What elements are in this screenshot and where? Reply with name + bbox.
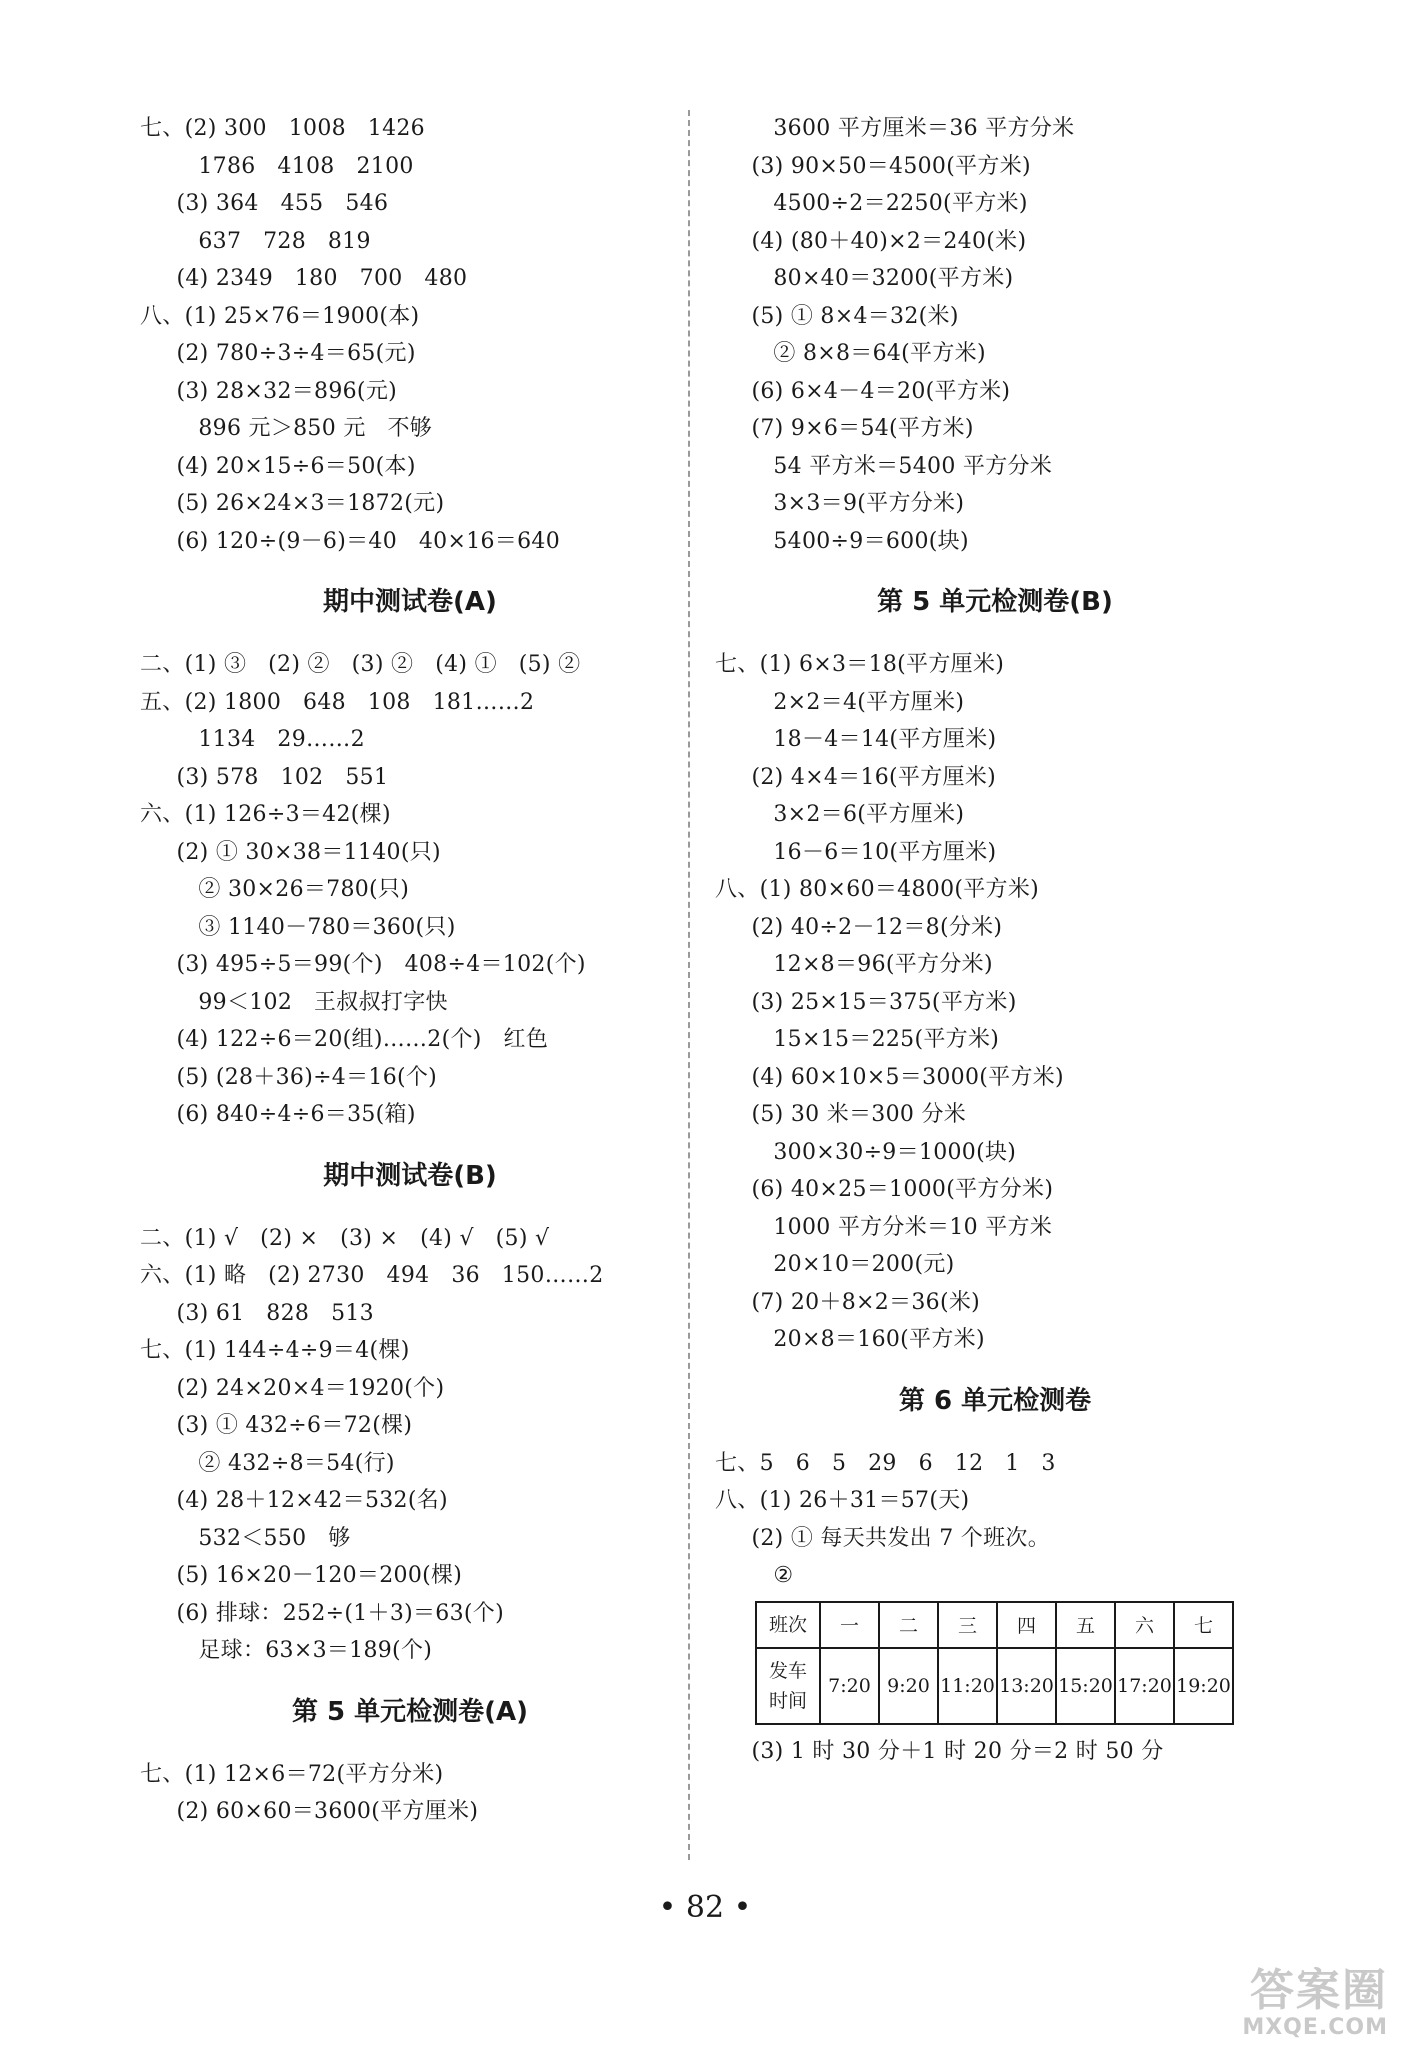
answers-unit6-end bbox=[715, 1733, 1275, 1771]
answer-line: 20×8＝160(平方米) bbox=[715, 1327, 985, 1352]
answer-line: 2×2＝4(平方厘米) bbox=[715, 689, 965, 715]
answer-line: (4) 20×15÷6＝50(本) bbox=[140, 453, 416, 479]
answer-line: (3) 578 102 551 bbox=[140, 764, 389, 790]
answer-line: ② bbox=[715, 1563, 794, 1588]
answer-line: 18－4＝14(平方厘米) bbox=[715, 727, 997, 752]
answer-line: 七、5 6 5 29 6 12 1 3 bbox=[715, 1450, 1056, 1476]
watermark-logo bbox=[1242, 1967, 1388, 2040]
answer-line: 二、(1) √ (2) × (3) × (4) √ (5) √ bbox=[140, 1225, 550, 1251]
timetable-time: 7:20 bbox=[820, 1648, 879, 1724]
timetable-trip: 七 bbox=[1174, 1602, 1233, 1648]
answer-line: 896 元＞850 元 不够 bbox=[140, 416, 433, 441]
answer-line: (2) ① 每天共发出 7 个班次。 bbox=[715, 1525, 1050, 1551]
timetable-trip: 六 bbox=[1115, 1602, 1174, 1648]
answer-line: (3) 25×15＝375(平方米) bbox=[715, 989, 1017, 1015]
timetable-header-times bbox=[756, 1648, 820, 1724]
answer-line: ③ 1140－780＝360(只) bbox=[140, 914, 456, 940]
answer-line: (5) (28＋36)÷4＝16(个) bbox=[140, 1064, 438, 1090]
answer-line: 六、(1) 126÷3＝42(棵) bbox=[140, 802, 391, 827]
answer-line: 3×3＝9(平方分米) bbox=[715, 491, 965, 516]
timetable-row-trips bbox=[756, 1602, 1233, 1648]
timetable-row-times bbox=[756, 1648, 1233, 1724]
answer-line: 1134 29……2 bbox=[140, 727, 365, 752]
answer-line: (6) 120÷(9－6)＝40 40×16＝640 bbox=[140, 528, 560, 554]
answer-line: 1786 4108 2100 bbox=[140, 153, 414, 179]
answer-line: 532＜550 够 bbox=[140, 1525, 351, 1551]
answer-line: (5) 30 米＝300 分米 bbox=[715, 1102, 967, 1127]
timetable-trip: 一 bbox=[820, 1602, 879, 1648]
answer-line: (6) 6×4－4＝20(平方米) bbox=[715, 378, 1011, 404]
answer-line: 八、(1) 80×60＝4800(平方米) bbox=[715, 877, 1040, 902]
answer-line: (2) 24×20×4＝1920(个) bbox=[140, 1375, 445, 1401]
answer-line: 12×8＝96(平方分米) bbox=[715, 952, 993, 977]
answer-line: (4) 60×10×5＝3000(平方米) bbox=[715, 1064, 1064, 1090]
answer-line: (3) 1 时 30 分＋1 时 20 分＝2 时 50 分 bbox=[715, 1738, 1164, 1764]
answer-line: 七、(2) 300 1008 1426 bbox=[140, 116, 425, 141]
column-divider bbox=[688, 110, 690, 1860]
timetable-time: 17:20 bbox=[1115, 1648, 1174, 1724]
answer-line: 七、(1) 144÷4÷9＝4(棵) bbox=[140, 1338, 410, 1363]
left-column bbox=[140, 110, 680, 1831]
answer-line: 637 728 819 bbox=[140, 228, 371, 254]
timetable-time: 13:20 bbox=[997, 1648, 1056, 1724]
answers-midterm-b bbox=[140, 1220, 680, 1670]
answer-line: 七、(1) 12×6＝72(平方分米) bbox=[140, 1761, 444, 1787]
answer-line: 八、(1) 26＋31＝57(天) bbox=[715, 1488, 970, 1513]
answer-line: (4) 122÷6＝20(组)……2(个) 红色 bbox=[140, 1027, 549, 1052]
answer-line: 20×10＝200(元) bbox=[715, 1252, 955, 1277]
answer-line: (3) 61 828 513 bbox=[140, 1300, 374, 1326]
answer-line: (2) 780÷3÷4＝65(元) bbox=[140, 341, 416, 366]
answers-unit5-a bbox=[140, 1756, 680, 1831]
timetable-trip: 三 bbox=[938, 1602, 997, 1648]
answer-line: (3) 28×32＝896(元) bbox=[140, 378, 398, 404]
answer-line: (4) (80＋40)×2＝240(米) bbox=[715, 228, 1027, 254]
section-title-unit5-a: 第 5 单元检测卷(A) bbox=[291, 1696, 529, 1727]
answer-line: (5) 16×20－120＝200(棵) bbox=[140, 1563, 463, 1588]
answer-line: 3×2＝6(平方厘米) bbox=[715, 802, 965, 827]
answer-line: (3) 364 455 546 bbox=[140, 191, 389, 216]
timetable-time: 11:20 bbox=[938, 1648, 997, 1724]
right-column bbox=[715, 110, 1275, 1770]
answer-line: 五、(2) 1800 648 108 181……2 bbox=[140, 689, 535, 715]
answer-line: 4500÷2＝2250(平方米) bbox=[715, 191, 1028, 216]
answer-line: 300×30÷9＝1000(块) bbox=[715, 1139, 1017, 1165]
answer-line: 二、(1) ③ (2) ② (3) ② (4) ① (5) ② bbox=[140, 652, 581, 677]
section-title-unit6: 第 6 单元检测卷 bbox=[898, 1385, 1092, 1416]
answer-line: (2) 40÷2－12＝8(分米) bbox=[715, 914, 1003, 940]
section-title-midterm-b: 期中测试卷(B) bbox=[323, 1160, 497, 1191]
answer-line: (5) ① 8×4＝32(米) bbox=[715, 303, 959, 329]
watermark-text: 答案圈 bbox=[1250, 1965, 1388, 2016]
timetable-trip: 二 bbox=[879, 1602, 938, 1648]
answer-line: (2) 60×60＝3600(平方厘米) bbox=[140, 1799, 479, 1824]
timetable-header-times-line2: 时间 bbox=[768, 1689, 807, 1712]
answer-line: 5400÷9＝600(块) bbox=[715, 528, 969, 554]
answer-line: (6) 40×25＝1000(平方分米) bbox=[715, 1177, 1054, 1202]
section-title-unit5-b: 第 5 单元检测卷(B) bbox=[877, 587, 1113, 617]
answer-line: (5) 26×24×3＝1872(元) bbox=[140, 491, 445, 516]
answer-line: (3) 90×50＝4500(平方米) bbox=[715, 153, 1031, 179]
answers-unit5-a-cont bbox=[715, 110, 1275, 560]
page-number: • 82 • bbox=[658, 1890, 752, 1925]
timetable-trip: 五 bbox=[1056, 1602, 1115, 1648]
timetable-header-times-line1: 发车 bbox=[768, 1659, 807, 1682]
bus-timetable bbox=[755, 1601, 1234, 1725]
answer-line: 七、(1) 6×3＝18(平方厘米) bbox=[715, 652, 1005, 677]
answer-line: (6) 840÷4÷6＝35(箱) bbox=[140, 1102, 416, 1127]
answer-line: 3600 平方厘米＝36 平方分米 bbox=[715, 116, 1075, 141]
answer-line: ② 8×8＝64(平方米) bbox=[715, 341, 986, 366]
answer-line: 1000 平方分米＝10 平方米 bbox=[715, 1214, 1053, 1240]
answer-line: 16－6＝10(平方厘米) bbox=[715, 839, 997, 865]
answer-line: (2) ① 30×38＝1140(只) bbox=[140, 839, 441, 865]
spacer bbox=[715, 1725, 1275, 1733]
answer-line: 15×15＝225(平方米) bbox=[715, 1027, 1000, 1052]
answer-line: (4) 2349 180 700 480 bbox=[140, 266, 468, 291]
answers-unit5-b bbox=[715, 646, 1275, 1359]
answers-unit4-end bbox=[140, 110, 680, 560]
answer-line: (6) 排球：252÷(1＋3)＝63(个) bbox=[140, 1600, 504, 1626]
timetable-header-trips: 班次 bbox=[756, 1602, 820, 1648]
answer-line: 六、(1) 略 (2) 2730 494 36 150……2 bbox=[140, 1263, 604, 1288]
answer-line: 99＜102 王叔叔打字快 bbox=[140, 989, 448, 1015]
answer-line: ② 30×26＝780(只) bbox=[140, 877, 410, 902]
timetable-time: 9:20 bbox=[879, 1648, 938, 1724]
answer-line: 八、(1) 25×76＝1900(本) bbox=[140, 303, 420, 329]
timetable-trip: 四 bbox=[997, 1602, 1056, 1648]
answer-line: ② 432÷8＝54(行) bbox=[140, 1450, 395, 1476]
answer-line: 足球：63×3＝189(个) bbox=[140, 1638, 433, 1663]
timetable-time: 19:20 bbox=[1174, 1648, 1233, 1724]
answer-line: (4) 28＋12×42＝532(名) bbox=[140, 1488, 448, 1513]
answer-line: 80×40＝3200(平方米) bbox=[715, 266, 1014, 291]
answer-line: 54 平方米＝5400 平方分米 bbox=[715, 453, 1053, 479]
answer-line: (2) 4×4＝16(平方厘米) bbox=[715, 764, 997, 790]
answer-line: (3) ① 432÷6＝72(棵) bbox=[140, 1413, 413, 1438]
timetable-time: 15:20 bbox=[1056, 1648, 1115, 1724]
answers-unit6 bbox=[715, 1445, 1275, 1595]
answer-line: (7) 20＋8×2＝36(米) bbox=[715, 1289, 981, 1315]
section-title-midterm-a: 期中测试卷(A) bbox=[323, 587, 497, 617]
answers-midterm-a bbox=[140, 646, 680, 1134]
answer-line: (3) 495÷5＝99(个) 408÷4＝102(个) bbox=[140, 952, 586, 977]
answer-line: (7) 9×6＝54(平方米) bbox=[715, 416, 974, 441]
watermark-url: MXQE.COM bbox=[1242, 2015, 1388, 2040]
